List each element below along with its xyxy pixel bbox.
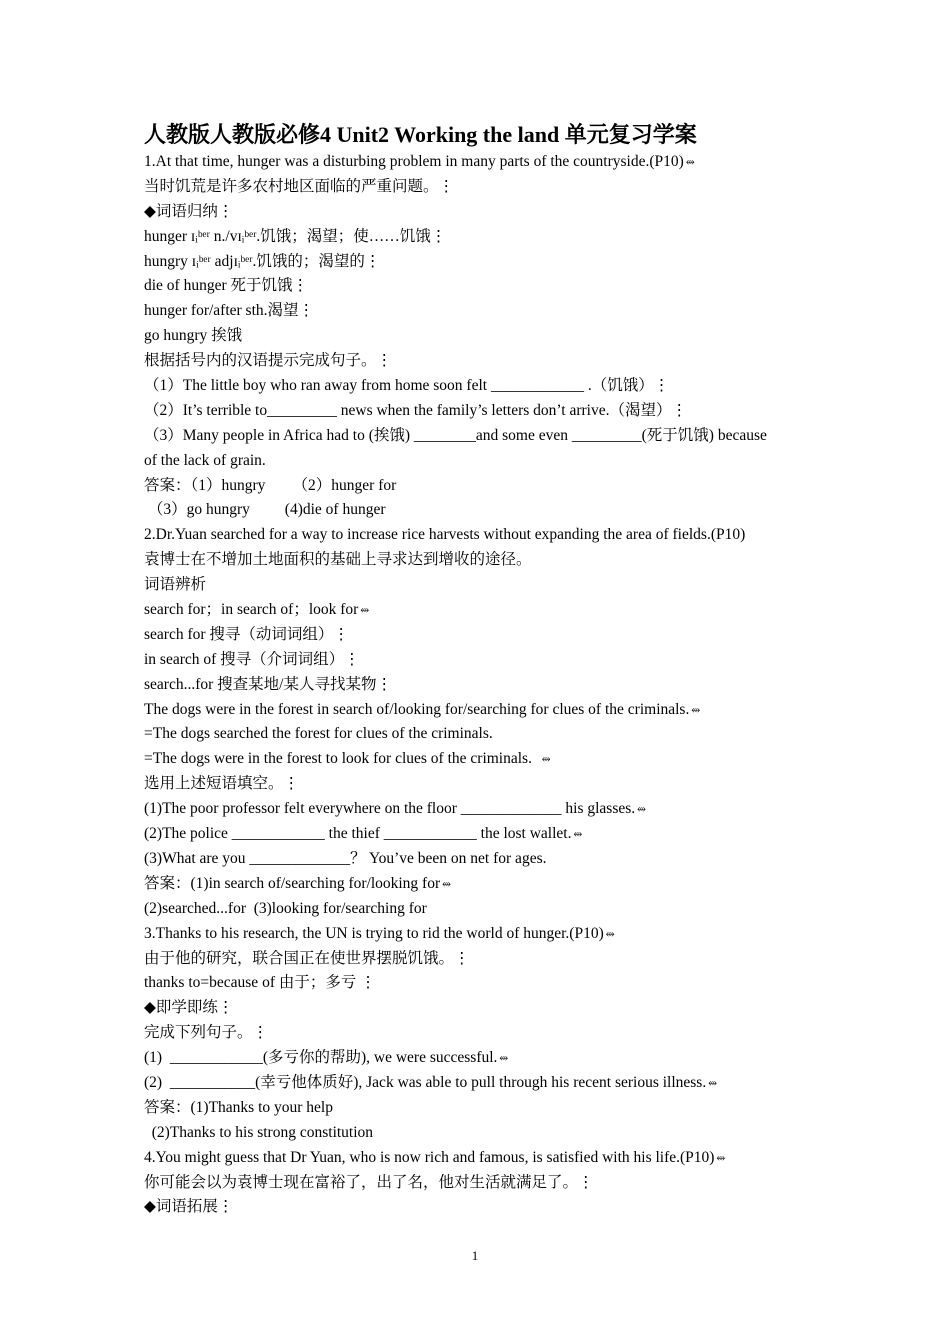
- text-line-31: (2)searched...for (3)looking for/searching for: [144, 899, 427, 917]
- text-line-20: search for 搜寻（动词词组）⋮: [144, 625, 349, 643]
- text-line-3: ◆词语归纳⋮: [144, 202, 234, 220]
- text-line-25: =The dogs were in the forest to look for clues of the criminals. ⥈: [144, 747, 824, 772]
- text-line-5: hungry ɪᵢᵇᵉʳ adjɪᵢᵇᵉʳ.饥饿的；渴望的⋮: [144, 252, 381, 270]
- text-line-19: search for；in search of；look for ⥈: [144, 598, 824, 623]
- text-line-8: go hungry 挨饿: [144, 327, 243, 345]
- text-line-13: of the lack of grain.: [144, 451, 266, 469]
- mark-icon: ⥈: [637, 802, 646, 816]
- text-line-18: 词语辨析: [144, 576, 207, 594]
- mark-icon: ⥈: [541, 752, 551, 766]
- text-line-15: （3）go hungry (4)die of hunger: [144, 501, 386, 519]
- text-line-24: =The dogs searched the forest for clues of the criminals.: [144, 725, 493, 743]
- text-line-4: hunger ɪᵢᵇᵉʳ n./vɪᵢᵇᵉʳ.饥饿；渴望；使……饥饿⋮: [144, 227, 447, 245]
- text-line-7: hunger for/after sth.渴望⋮: [144, 302, 315, 320]
- mark-icon: ⥈: [573, 827, 583, 841]
- text-line-6: die of hunger 死于饥饿⋮: [144, 277, 309, 295]
- text-line-29: (3)What are you _____________？ You’ve been on net for ages.: [144, 849, 547, 867]
- mark-icon: ⥈: [708, 1075, 718, 1089]
- text-line-35: ◆即学即练⋮: [144, 999, 234, 1017]
- document-body: [144, 150, 824, 1220]
- mark-icon: ⥈: [685, 155, 695, 168]
- text-line-37: (1) ____________(多亏你的帮助), we were successful. ⥈: [144, 1046, 824, 1071]
- text-line-41: 4.You might guess that Dr Yuan, who is now rich and famous, is satisfied with his life.(P10) ⥈: [144, 1146, 824, 1171]
- text-line-30: 答案：(1)in search of/searching for/looking for ⥈: [144, 872, 824, 897]
- text-line-23: The dogs were in the forest in search of/looking for/searching for clues of the criminals. ⥈: [144, 698, 824, 723]
- text-line-12: （3）Many people in Africa had to (挨饿) ________and some even _________(死于饥饿) because: [144, 426, 767, 444]
- text-line-1: 1.At that time, hunger was a disturbing problem in many parts of the countryside.(P10) ⥈: [144, 150, 824, 175]
- mark-icon: ⥈: [605, 926, 615, 940]
- text-line-34: thanks to=because of 由于；多亏 ⋮: [144, 974, 376, 992]
- text-line-40: (2)Thanks to his strong constitution: [144, 1123, 374, 1141]
- text-line-16: 2.Dr.Yuan searched for a way to increase rice harvests without expanding the area of fields.(P10): [144, 526, 746, 544]
- text-line-39: 答案：(1)Thanks to your help: [144, 1098, 333, 1116]
- text-line-36: 完成下列句子。⋮: [144, 1024, 269, 1042]
- text-line-17: 袁博士在不增加土地面积的基础上寻求达到增收的途径。: [144, 551, 532, 569]
- text-line-14: 答案：（1）hungry （2）hunger for: [144, 476, 397, 494]
- text-line-43: ◆词语拓展⋮: [144, 1198, 234, 1216]
- text-line-33: 由于他的研究，联合国正在使世界摆脱饥饿。⋮: [144, 949, 470, 967]
- text-line-10: （1）The little boy who ran away from home soon felt ____________ .（饥饿）⋮: [144, 377, 670, 395]
- mark-icon: ⥈: [691, 702, 701, 716]
- text-line-42: 你可能会以为袁博士现在富裕了，出了名，他对生活就满足了。⋮: [144, 1173, 594, 1191]
- text-line-21: in search of 搜寻（介词词组）⋮: [144, 650, 360, 668]
- text-line-32: 3.Thanks to his research, the UN is trying to rid the world of hunger.(P10) ⥈: [144, 922, 824, 947]
- mark-icon: ⥈: [716, 1150, 726, 1164]
- mark-icon: ⥈: [360, 603, 370, 617]
- text-line-2: 当时饥荒是许多农村地区面临的严重问题。⋮: [144, 177, 455, 195]
- document-title: 人教版人教版必修4 Unit2 Working the land 单元复习学案: [144, 122, 697, 147]
- text-line-38: (2) ___________(幸亏他体质好), Jack was able to pull through his recent serious illness. ⥈: [144, 1071, 824, 1096]
- text-line-27: (1)The poor professor felt everywhere on the floor _____________ his glasses. ⥈: [144, 797, 824, 822]
- document-page: [144, 120, 824, 1220]
- text-line-11: （2）It’s terrible to_________ news when the family’s letters don’t arrive.（渴望）⋮: [144, 401, 687, 419]
- text-line-28: (2)The police ____________ the thief ____________ the lost wallet. ⥈: [144, 822, 824, 847]
- mark-icon: ⥈: [499, 1051, 509, 1065]
- text-line-9: 根据括号内的汉语提示完成句子。⋮: [144, 352, 393, 370]
- text-line-22: search...for 搜查某地/某人寻找某物⋮: [144, 675, 392, 693]
- page-number: 1: [471, 1248, 479, 1263]
- mark-icon: ⥈: [442, 876, 451, 890]
- text-line-26: 选用上述短语填空。⋮: [144, 775, 300, 793]
